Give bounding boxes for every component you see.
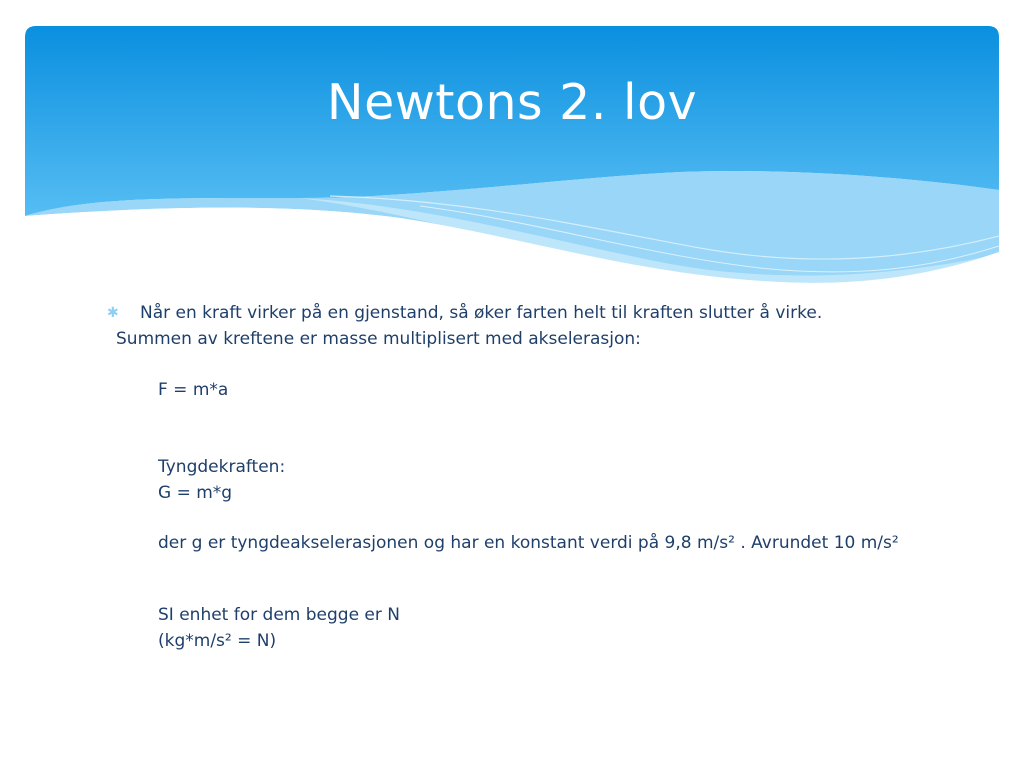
formula-force: F = m*a	[158, 380, 229, 400]
gravity-heading: Tyngdekraften:	[158, 457, 286, 477]
bullet-text: Når en kraft virker på en gjenstand, så øker farten helt til kraften slutter å virke.	[140, 303, 823, 323]
sum-of-forces-text: Summen av kreftene er masse multiplisert med akselerasjon:	[116, 329, 641, 349]
formula-gravity: G = m*g	[158, 483, 233, 503]
si-unit-definition: (kg*m/s² = N)	[158, 631, 277, 651]
slide-title: Newtons 2. lov	[326, 74, 698, 131]
asterisk-bullet-icon: ✱	[107, 305, 119, 321]
si-unit-text: SI enhet for dem begge er N	[158, 605, 401, 625]
gravity-explanation: der g er tyngdeakselerasjonen og har en konstant verdi på 9,8 m/s² . Avrundet 10 m/s²	[158, 533, 899, 553]
